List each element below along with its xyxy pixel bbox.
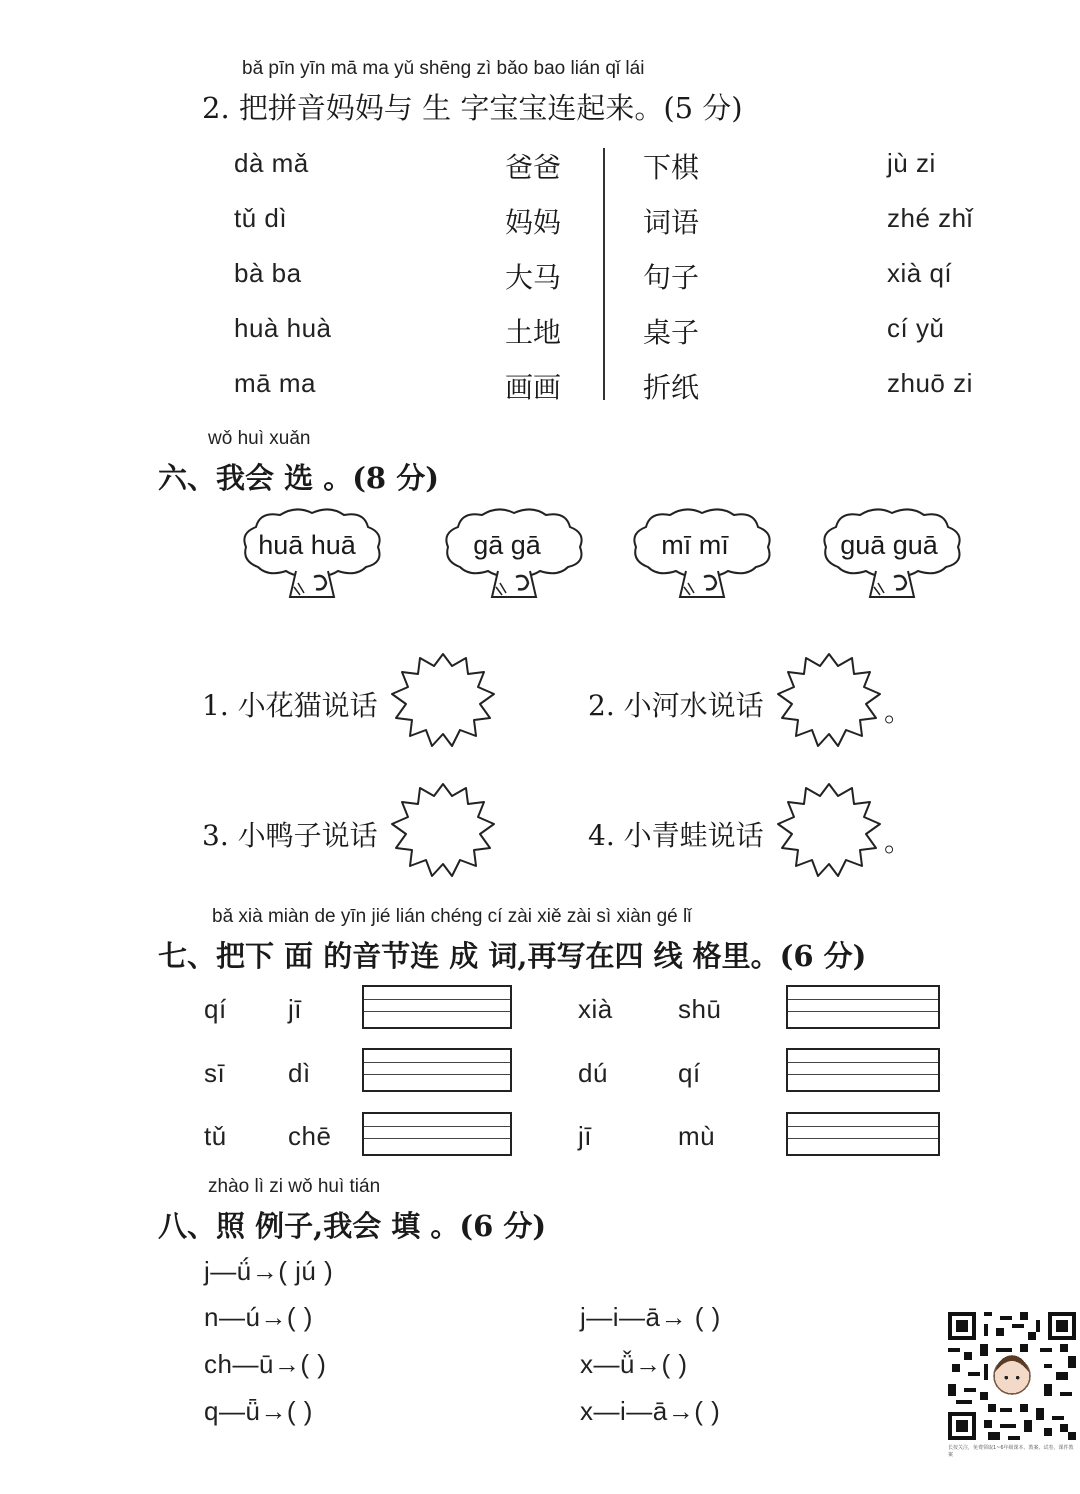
s6-title: 六、我会 选 。(8 分) xyxy=(158,461,439,495)
s6-sentence: 3. 小鸭子说话 xyxy=(202,819,378,852)
syllable: jī xyxy=(288,994,302,1024)
s6-sentence: 2. 小河水说话 xyxy=(588,689,764,722)
answer-burst[interactable] xyxy=(774,780,884,880)
q2-left-pinyin[interactable]: tǔ dì xyxy=(234,203,288,233)
q2-right-word[interactable]: 桌子 xyxy=(643,316,700,349)
q2-right-pinyin[interactable]: zhé zhǐ xyxy=(887,203,973,233)
answer-burst[interactable] xyxy=(388,780,498,880)
s6-pinyin: wǒ huì xuǎn xyxy=(208,428,311,449)
q2-right-word[interactable]: 句子 xyxy=(643,261,700,294)
q2-left-word[interactable]: 大马 xyxy=(505,261,562,294)
q2-right-pinyin[interactable]: xià qí xyxy=(887,258,953,288)
q2-right-word[interactable]: 下棋 xyxy=(643,151,700,184)
q2-pinyin: bǎ pīn yīn mā ma yǔ shēng zì bǎo bao lián qǐ lái xyxy=(242,58,645,79)
s8-title: 八、照 例子,我会 填 。(6 分) xyxy=(158,1209,547,1243)
four-line-grid[interactable] xyxy=(786,1112,940,1156)
q2-left-pinyin[interactable]: dà mǎ xyxy=(234,148,309,178)
q2-right-pinyin[interactable]: zhuō zi xyxy=(887,368,973,398)
syllable: dì xyxy=(288,1058,311,1088)
syllable: shū xyxy=(678,994,722,1024)
tree-label: mī mī xyxy=(661,530,729,560)
q2-right-pinyin[interactable]: jù zi xyxy=(887,148,936,178)
s8-example: j—ǘ→( jú ) xyxy=(204,1256,334,1286)
four-line-grid[interactable] xyxy=(362,985,512,1029)
syllable: xià xyxy=(578,994,613,1024)
q2-title: 2. 把拼音妈妈与 生 字宝宝连起来。(5 分) xyxy=(202,91,743,125)
four-line-grid[interactable] xyxy=(786,1048,940,1092)
q2-left-pinyin[interactable]: bà ba xyxy=(234,258,302,288)
s8-item[interactable]: ch—ū→( ) xyxy=(204,1349,327,1379)
four-line-grid[interactable] xyxy=(786,985,940,1029)
syllable: mù xyxy=(678,1121,716,1151)
four-line-grid[interactable] xyxy=(362,1048,512,1092)
s8-item[interactable]: j—i—ā→ ( ) xyxy=(580,1302,721,1332)
syllable: qí xyxy=(204,994,227,1024)
syllable: dú xyxy=(578,1058,608,1088)
s6-sentence: 1. 小花猫说话 xyxy=(202,689,378,722)
tree-label: guā guā xyxy=(840,530,938,560)
q2-left-word[interactable]: 爸爸 xyxy=(505,151,562,184)
tree-label: huā huā xyxy=(258,530,356,560)
q2-divider xyxy=(603,148,605,400)
tree-label: gā gā xyxy=(473,530,541,560)
qr-caption: 长按关注，免费领取1~6年级课本、教案、试卷、课件教案 xyxy=(948,1445,1074,1458)
q2-left-pinyin[interactable]: huà huà xyxy=(234,313,332,343)
q2-right-word[interactable]: 词语 xyxy=(643,206,700,239)
s6-period: 。 xyxy=(884,825,913,858)
syllable: sī xyxy=(204,1058,226,1088)
s7-title: 七、把下 面 的音节连 成 词,再写在四 线 格里。(6 分) xyxy=(158,939,867,973)
s8-item[interactable]: n—ú→( ) xyxy=(204,1302,313,1332)
q2-right-word[interactable]: 折纸 xyxy=(643,371,700,404)
q2-left-word[interactable]: 画画 xyxy=(505,371,562,404)
q2-right-pinyin[interactable]: cí yǔ xyxy=(887,313,945,343)
syllable: qí xyxy=(678,1058,701,1088)
s6-period: 。 xyxy=(884,695,913,728)
q2-left-word[interactable]: 妈妈 xyxy=(505,206,562,239)
four-line-grid[interactable] xyxy=(362,1112,512,1156)
q2-left-word[interactable]: 土地 xyxy=(505,316,562,349)
syllable: tǔ xyxy=(204,1121,227,1151)
syllable: chē xyxy=(288,1121,332,1151)
qr-code-icon[interactable] xyxy=(948,1312,1076,1440)
s8-item[interactable]: x—i—ā→( ) xyxy=(580,1396,721,1426)
syllable: jī xyxy=(578,1121,592,1151)
s8-pinyin: zhào lì zi wǒ huì tián xyxy=(208,1176,381,1197)
answer-burst[interactable] xyxy=(774,650,884,750)
q2-left-pinyin[interactable]: mā ma xyxy=(234,368,316,398)
answer-burst[interactable] xyxy=(388,650,498,750)
s8-item[interactable]: x—ǚ→( ) xyxy=(580,1349,688,1379)
s7-pinyin: bǎ xià miàn de yīn jié lián chéng cí zài xiě zài sì xiàn gé lǐ xyxy=(212,906,692,927)
s8-item[interactable]: q—ǖ→( ) xyxy=(204,1396,313,1426)
s6-sentence: 4. 小青蛙说话 xyxy=(588,819,764,852)
